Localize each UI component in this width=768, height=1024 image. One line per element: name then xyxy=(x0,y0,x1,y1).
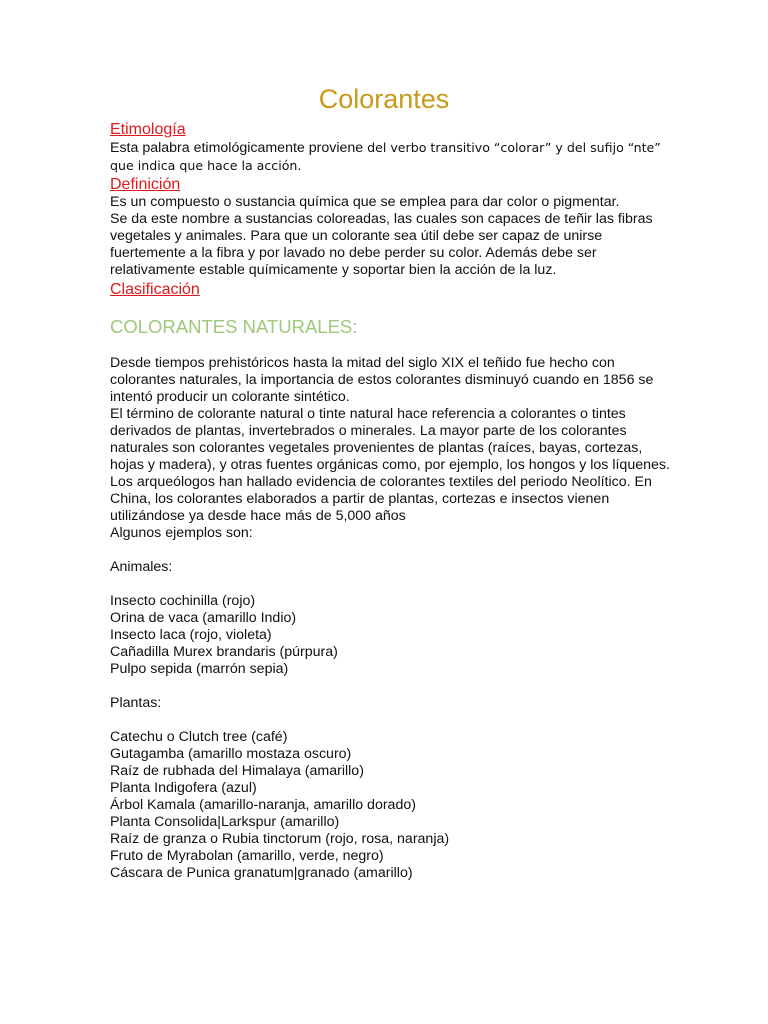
definicion-paragraph-2: Se da este nombre a sustancias coloreadas, las cuales son capaces de teñir las fibras vegetales y animales. Para que un colorante sea útil debe ser capaz de unirse fuertemente a la fibra y por lavado no debe perder su color. Además debe ser relativamente estable químicamente y soportar bien la acción de la luz. xyxy=(110,211,657,278)
list-item: Gutagamba (amarillo mostaza oscuro) xyxy=(110,746,352,762)
section-heading-definicion: Definición xyxy=(110,176,181,193)
list-item: Cáscara de Punica granatum|granado (amarillo) xyxy=(110,865,413,881)
list-item: Raíz de rubhada del Himalaya (amarillo) xyxy=(110,763,364,779)
list-item: Planta Indigofera (azul) xyxy=(110,780,257,796)
etimologia-text-part-a: Esta palabra etimológicamente proviene xyxy=(110,140,368,156)
list-item: Planta Consolida|Larkspur (amarillo) xyxy=(110,814,340,830)
plantas-list xyxy=(110,729,670,882)
etimologia-text-part-b: del verbo transitivo “colorar” y del sufijo “nte” que indica que hace la acción. xyxy=(110,140,665,173)
spacer xyxy=(110,299,670,316)
document-body xyxy=(110,120,670,882)
section-heading-clasificacion: Clasificación xyxy=(110,281,200,298)
animales-list xyxy=(110,593,670,678)
naturales-paragraph-4: Algunos ejemplos son: xyxy=(110,525,253,541)
list-item: Pulpo sepida (marrón sepia) xyxy=(110,661,289,677)
plantas-heading: Plantas: xyxy=(110,695,162,711)
spacer xyxy=(110,712,670,729)
list-item: Insecto cochinilla (rojo) xyxy=(110,593,256,609)
etimologia-text xyxy=(110,139,670,175)
animales-heading: Animales: xyxy=(110,559,173,575)
naturales-paragraph-1: Desde tiempos prehistóricos hasta la mitad del siglo XIX el teñido fue hecho con colorantes naturales, la importancia de estos colorantes disminuyó cuando en 1856 se intentó producir un colorante sintético. xyxy=(110,355,658,405)
spacer xyxy=(110,576,670,593)
list-item: Orina de vaca (amarillo Indio) xyxy=(110,610,297,626)
list-item: Raíz de granza o Rubia tinctorum (rojo, rosa, naranja) xyxy=(110,831,450,847)
spacer xyxy=(110,678,670,695)
section-heading-colorantes-naturales: COLORANTES NATURALES: xyxy=(110,316,358,337)
naturales-paragraph-2: El término de colorante natural o tinte natural hace referencia a colorantes o tintes derivados de plantas, invertebrados o minerales. La mayor parte de los colorantes naturales son colorantes vegetales provenientes de plantas (raíces, bayas, cortezas, hojas y madera), y otras fuentes orgánicas como, por ejemplo, los hongos y los líquenes. xyxy=(110,406,670,473)
list-item: Catechu o Clutch tree (café) xyxy=(110,729,288,745)
list-item: Fruto de Myrabolan (amarillo, verde, negro) xyxy=(110,848,384,864)
spacer xyxy=(110,338,670,355)
naturales-paragraph-3: Los arqueólogos han hallado evidencia de colorantes textiles del periodo Neolítico. En China, los colorantes elaborados a partir de plantas, cortezas e insectos vienen utilizándose ya desde hace más de 5,000 años xyxy=(110,474,656,524)
list-item: Insecto laca (rojo, violeta) xyxy=(110,627,272,643)
page-title: Colorantes xyxy=(318,84,450,114)
list-item: Árbol Kamala (amarillo-naranja, amarillo dorado) xyxy=(110,797,416,813)
list-item: Cañadilla Murex brandaris (púrpura) xyxy=(110,644,338,660)
definicion-paragraph-1: Es un compuesto o sustancia química que se emplea para dar color o pigmentar. xyxy=(110,194,620,210)
spacer xyxy=(110,542,670,559)
section-heading-etimologia: Etimología xyxy=(110,121,186,138)
